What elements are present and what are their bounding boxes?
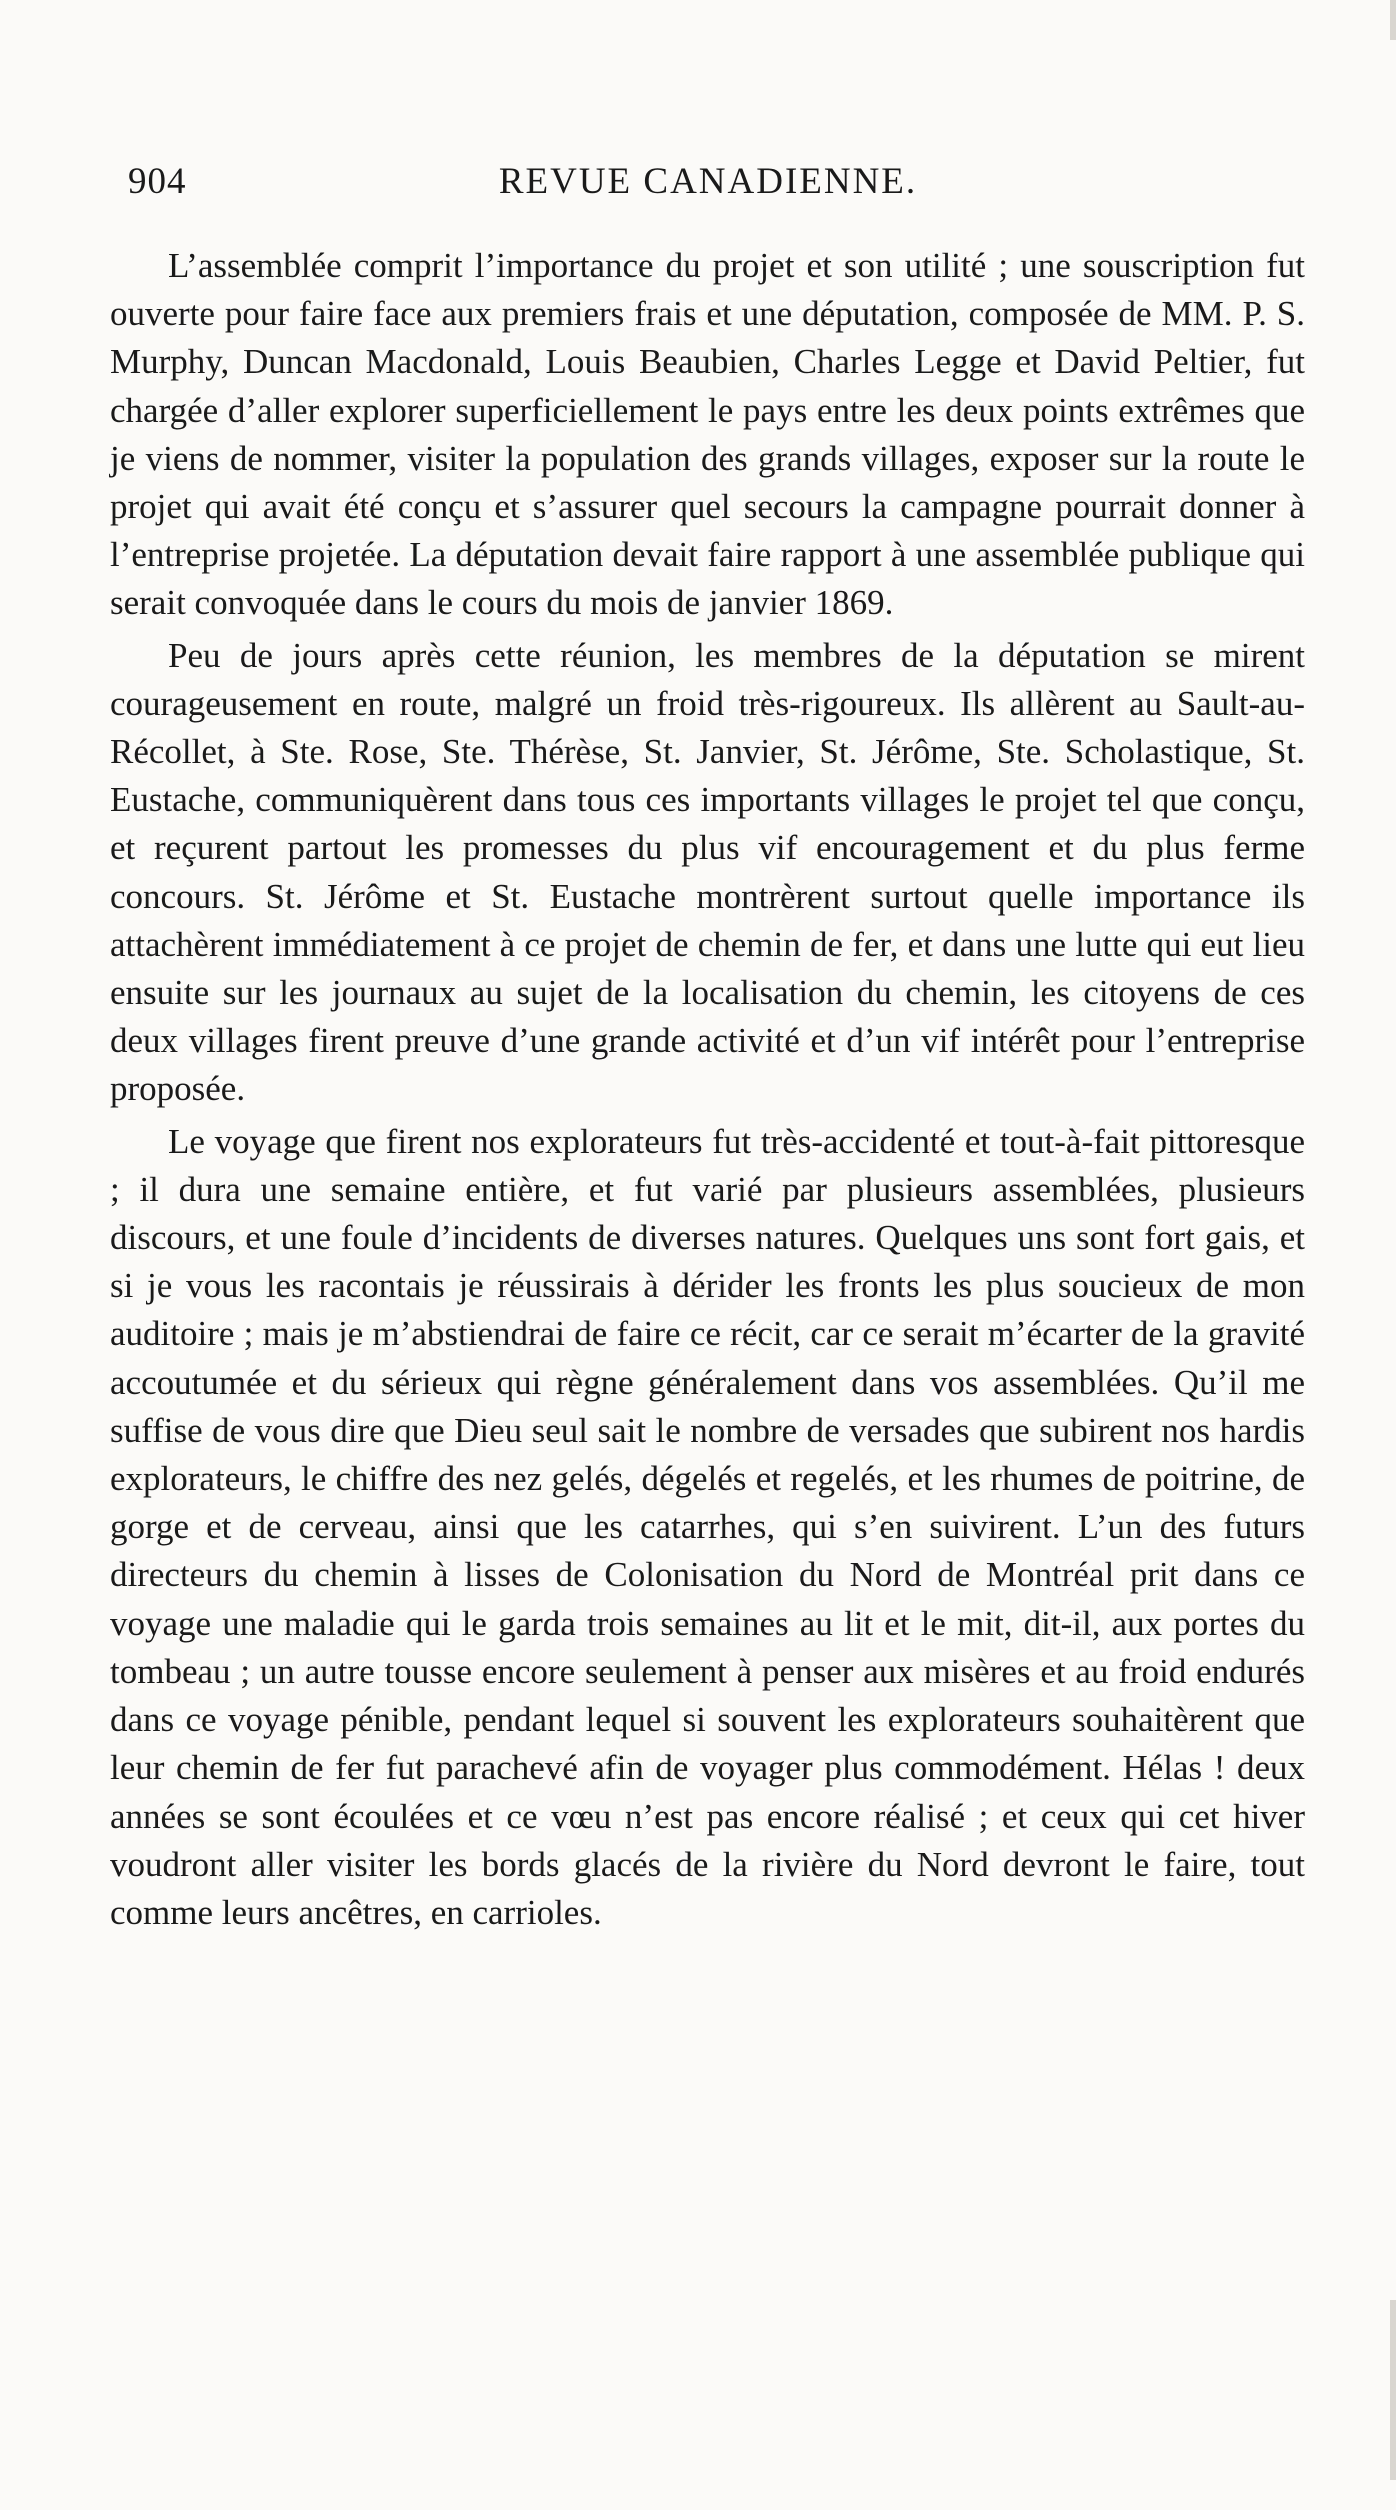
running-title: REVUE CANADIENNE. <box>498 161 918 202</box>
page-edge-mark <box>1390 0 1396 40</box>
page-header <box>128 160 1288 220</box>
paragraph-1: L’assemblée comprit l’importance du projet et son utilité ; une souscription fut ouverte pour faire face aux premiers frais et une députation, composée de MM. P. S. Murphy, Duncan Macdonald, Louis Beaubien, Charles Legge et David Peltier, fut chargée d’aller explorer superficiellement le pays entre les deux points extrêmes que je viens de nommer, visiter la population des grands villages, exposer sur la route le projet qui avait été conçu et s’assurer quel secours la campagne pourrait donner à l’entreprise projetée. La députation devait faire rapport à une assemblée publique qui serait convoquée dans le cours du mois de janvier 1869. <box>110 246 1305 623</box>
page-edge-mark <box>1390 2300 1396 2480</box>
body-text <box>110 242 1305 1941</box>
page-number: 904 <box>128 161 187 202</box>
paragraph-2: Peu de jours après cette réunion, les membres de la députation se mirent courageusement en route, malgré un froid très-rigoureux. Ils allèrent au Sault-au-Récollet, à Ste. Rose, Ste. Thérèse, St. Janvier, St. Jérôme, Ste. Scholastique, St. Eustache, communiquèrent dans tous ces importants villages le projet tel que conçu, et reçurent partout les promesses du plus vif encouragement et du plus ferme concours. St. Jérôme et St. Eustache montrèrent surtout quelle importance ils attachèrent immédiatement à ce projet de chemin de fer, et dans une lutte qui eut lieu ensuite sur les journaux au sujet de la localisation du chemin, les citoyens de ces deux villages firent preuve d’une grande activité et d’un vif intérêt pour l’entreprise proposée. <box>110 635 1305 1109</box>
paragraph-3: Le voyage que firent nos explorateurs fut très-accidenté et tout-à-fait pittoresque ; il dura une semaine entière, et fut varié par plusieurs assemblées, plusieurs discours, et une foule d’incidents de diverses natures. Quelques uns sont fort gais, et si je vous les racontais je réussirais à dérider les fronts les plus soucieux de mon auditoire ; mais je m’abstiendrai de faire ce récit, car ce serait m’écarter de la gravité accoutumée et du sérieux qui règne généralement dans vos assemblées. Qu’il me suffise de vous dire que Dieu seul sait le nombre de versades que subirent nos hardis explorateurs, le chiffre des nez gelés, dégelés et regelés, et les rhumes de poitrine, de gorge et de cerveau, ainsi que les catarrhes, qui s’en suivirent. L’un des futurs directeurs du chemin à lisses de Colonisation du Nord de Montréal prit dans ce voyage une maladie qui le garda trois semaines au lit et le mit, dit-il, aux portes du tombeau ; un autre tousse encore seulement à penser aux misères et au froid endurés dans ce voyage pénible, pendant lequel si souvent les explorateurs souhaitèrent que leur chemin de fer fut parachevé afin de voyager plus commodément. Hélas ! deux années se sont écoulées et ce vœu n’est pas encore réalisé ; et ceux qui cet hiver voudront aller visiter les bords glacés de la rivière du Nord devront le faire, tout comme leurs ancêtres, en carrioles. <box>110 1121 1305 1932</box>
